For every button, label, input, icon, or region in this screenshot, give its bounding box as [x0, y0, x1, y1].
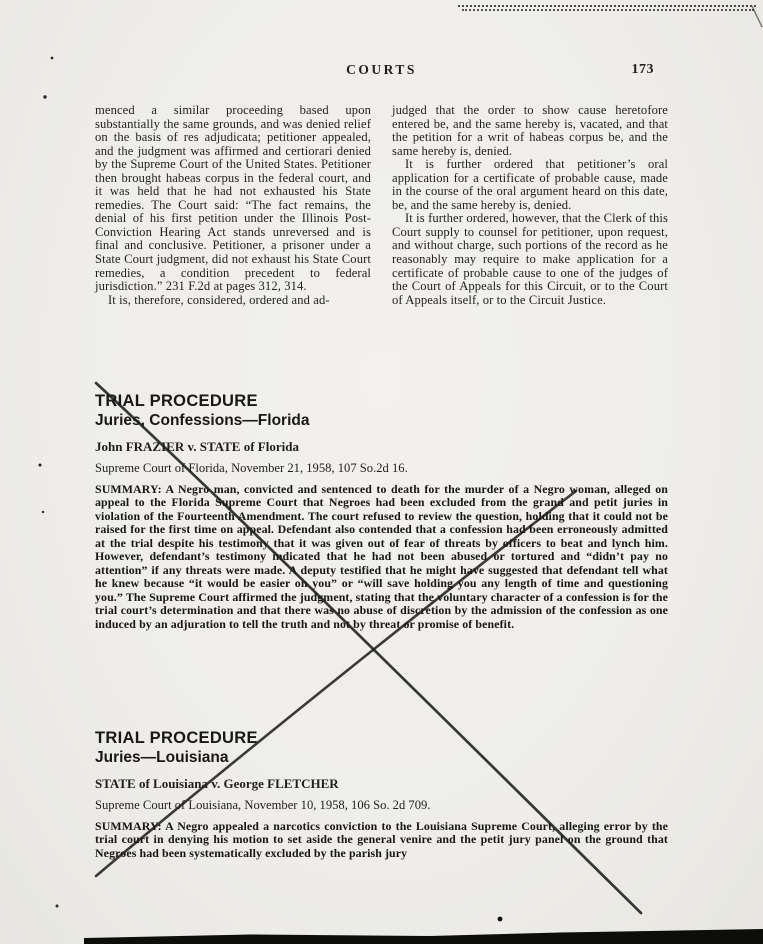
perforation-dots: [458, 5, 756, 11]
section-subheading: Juries—Louisiana: [95, 749, 229, 766]
scan-edge-shadow: [84, 929, 763, 944]
paragraph: judged that the order to show cause heretofore entered be, and the same hereby is, vacated, and that the petition for a writ of habeas corpus be, and the same hereby is, denied.: [392, 103, 668, 158]
case-name: STATE of Louisiana v. George FLETCHER: [95, 776, 339, 791]
page-number: 173: [631, 62, 654, 77]
paragraph: It is further ordered that petitioner’s oral application for a certificate of probable cause, made in the course of the oral argument heard on this date, be, and the same hereby is, denied.: [392, 157, 668, 212]
perforation-row: [458, 5, 756, 7]
case-section-florida: [95, 392, 668, 631]
section-subheading: Juries, Confessions—Florida: [95, 412, 310, 429]
scan-artifact: [498, 917, 503, 922]
running-head: COURTS: [346, 62, 417, 77]
case-summary: SUMMARY: A Negro appealed a narcotics conviction to the Louisiana Supreme Court, alleging error by the trial court in denying his motion to set aside the general venire and the petit jury panel on the ground that Negroes had been systematically excluded by the parish jury: [95, 819, 668, 860]
paragraph: menced a similar proceeding based upon substantially the same grounds, and was denied relief on the basis of res adjudicata; petitioner appealed, and the judgment was affirmed and certiorari denied by the Supreme Court of the United States. Petitioner then brought habeas corpus in the federal court, and it was held that he had not exhausted his State remedies. The Court said: “The fact remains, the denial of his first petition under the Illinois Post-Conviction Hearing Act stands unreversed and is final and conclusive. Petitioner, a prisoner under a State Court judgment, did not exhaust his State Court remedies, a condition precedent to federal jurisdiction.” 231 F.2d at pages 312, 314.: [95, 103, 371, 294]
left-column: [95, 104, 371, 307]
section-heading: TRIAL PROCEDURE: [95, 729, 258, 747]
scan-artifact: [43, 95, 46, 98]
scan-artifact: [39, 464, 42, 467]
paragraph: It is further ordered, however, that the Clerk of this Court supply to counsel for petitioner, upon request, and without charge, such portions of the record as he reasonably may require to make application for a certificate of probable cause to one of the judges of the Court of Appeals for this Circuit, or to the Court of Appeals itself, or to the Circuit Justice.: [392, 211, 668, 307]
case-section-louisiana: [95, 729, 668, 860]
case-name: John FRAZIER v. STATE of Florida: [95, 439, 299, 454]
section-heading: TRIAL PROCEDURE: [95, 392, 258, 410]
perforation-row: [462, 9, 754, 11]
paragraph: It is, therefore, considered, ordered and ad-: [108, 292, 330, 307]
court-citation: Supreme Court of Louisiana, November 10, 1958, 106 So. 2d 709.: [95, 798, 431, 812]
right-column: [392, 104, 668, 307]
scan-artifact: [42, 511, 44, 513]
scan-artifact: [56, 905, 59, 908]
opinion-text: [95, 104, 668, 307]
page-header: [95, 62, 668, 78]
case-summary: SUMMARY: A Negro man, convicted and sentenced to death for the murder of a Negro woman, alleged on appeal to the Florida Supreme Court that Negroes had been excluded from the grand and petit juries in violation of the Fourteenth Amendment. The court refused to review the question, holding that it could not be raised for the first time on appeal. Defendant also contended that a confession had been erroneously admitted at the trial despite his testimony that it was given out of fear of threats by officers to beat and lynch him. However, defendant’s testimony indicated that he had not been abused or tortured and “didn’t pay no attention” if any threats were made. A deputy testified that he might have suggested that defendant tell what he knew because “it would be easier on you” or “will save holding you any length of time and questioning you.” The Supreme Court affirmed the judgment, stating that the voluntary character of a confession is for the trial court’s determination and that there was no abuse of discretion by the admission of the confession as one induced by an adjuration to tell the truth and not by threat or promise of benefit.: [95, 482, 668, 631]
court-citation: Supreme Court of Florida, November 21, 1958, 107 So.2d 16.: [95, 461, 408, 475]
scan-artifact: [51, 57, 54, 60]
